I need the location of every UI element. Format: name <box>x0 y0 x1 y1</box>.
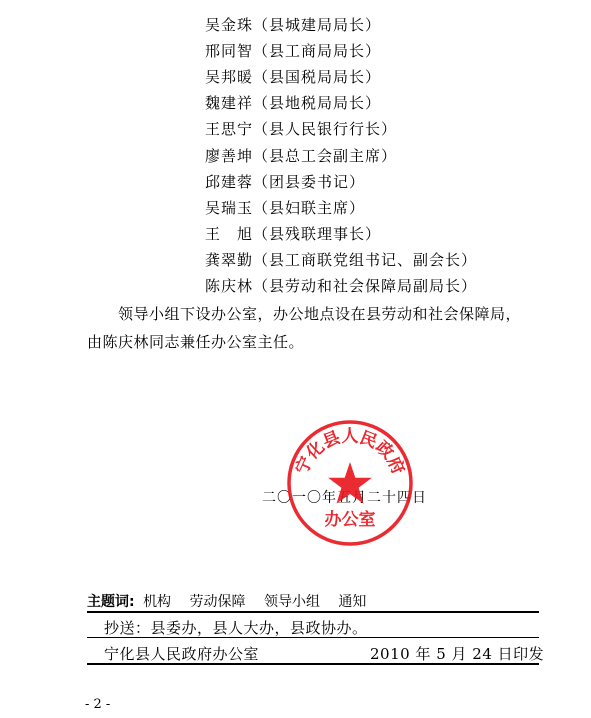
seal-bottom-text: 办公室 <box>324 510 376 530</box>
seal-star-icon <box>328 462 372 504</box>
divider <box>87 663 539 665</box>
member-line: 吴邦暖（县国税局局长） <box>205 68 382 86</box>
seal-arc-text: 宁化县人民政府 <box>291 426 409 478</box>
member-line: 陈庆林（县劳动和社会保障局副局长） <box>205 277 478 295</box>
office-paragraph-line-2: 由陈庆林同志兼任办公室主任。 <box>87 333 305 351</box>
member-line: 邢同智（县工商局局长） <box>205 42 382 60</box>
page-number: - 2 - <box>85 697 111 712</box>
keyword-item: 机构 <box>143 594 172 610</box>
keyword-item: 劳动保障 <box>189 594 246 610</box>
member-line: 吴瑞玉（县妇联主席） <box>205 199 366 217</box>
member-line: 廖善坤（县总工会副主席） <box>205 147 398 165</box>
member-line: 邱建蓉（团县委书记） <box>205 173 366 191</box>
subject-keywords <box>87 591 376 611</box>
keyword-item: 通知 <box>338 594 367 610</box>
member-line: 王思宁（县人民银行行长） <box>205 120 398 138</box>
member-line: 王 旭（县残联理事长） <box>205 225 382 243</box>
member-line: 吴金珠（县城建局局长） <box>205 16 382 34</box>
member-line: 龚翠勤（县工商联党组书记、副会长） <box>205 251 478 269</box>
member-line: 魏建祥（县地税局局长） <box>205 94 382 112</box>
issue-date: 二〇一〇年五月二十四日 <box>262 490 427 506</box>
cc-line: 抄送：县委办，县人大办，县政协办。 <box>104 619 368 637</box>
issuer-name: 宁化县人民政府办公室 <box>104 645 260 663</box>
print-date: 2010 年 5 月 24 日印发 <box>370 645 545 663</box>
office-paragraph-line-1: 领导小组下设办公室，办公地点设在县劳动和社会保障局， <box>118 305 522 323</box>
divider <box>87 637 539 638</box>
keywords-label: 主题词: <box>87 594 135 610</box>
divider <box>87 611 539 613</box>
official-seal <box>285 418 415 548</box>
keyword-item: 领导小组 <box>263 594 320 610</box>
